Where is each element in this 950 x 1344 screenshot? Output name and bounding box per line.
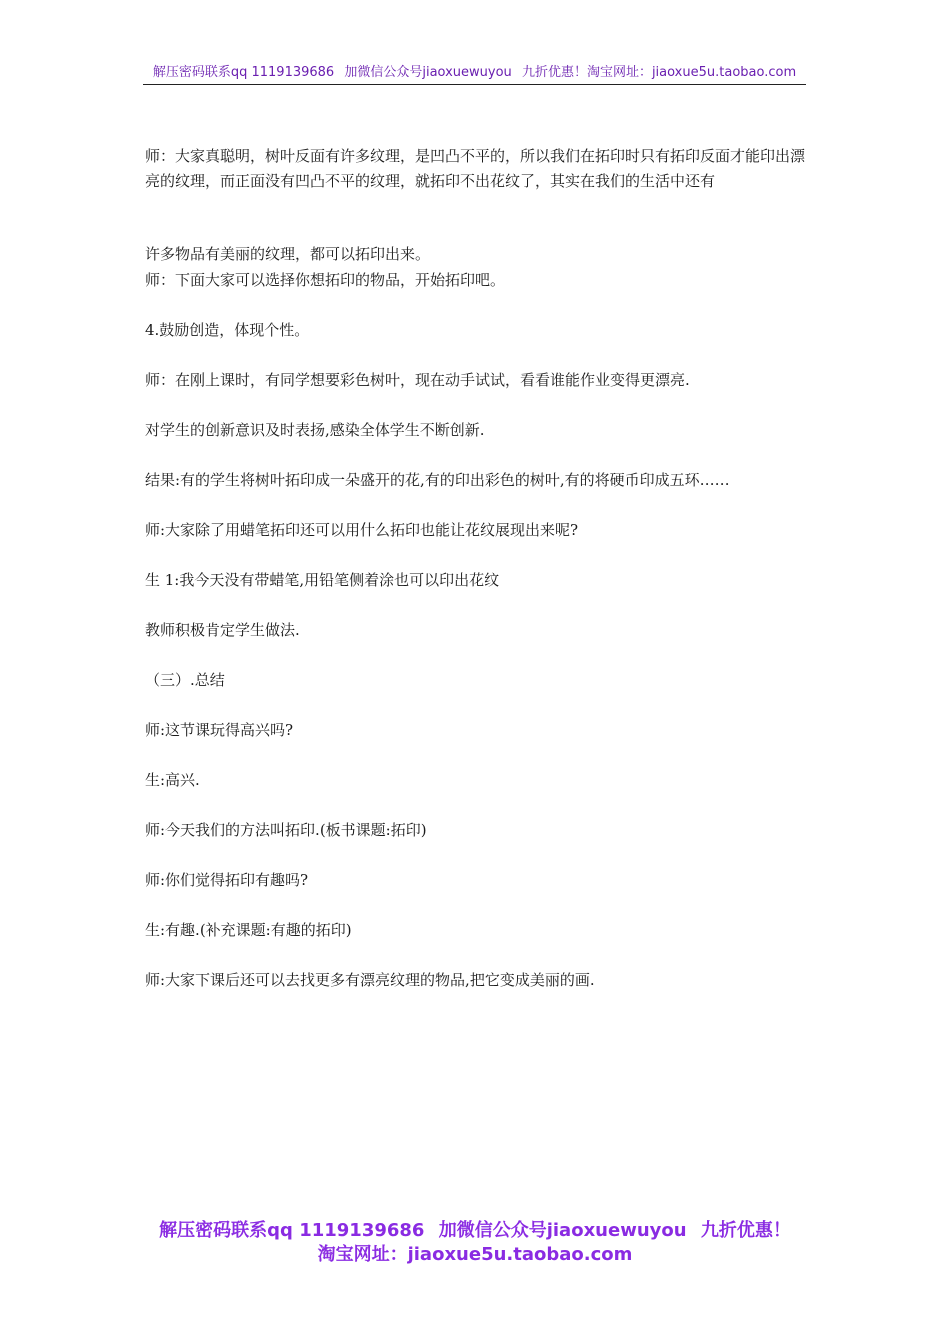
paragraph-7: 结果:有的学生将树叶拓印成一朵盛开的花,有的印出彩色的树叶,有的将硬币印成五环……	[145, 471, 730, 489]
footer-contact: 解压密码联系qq 1119139686	[159, 1220, 425, 1241]
paragraph-1: 师：大家真聪明，树叶反面有许多纹理，是凹凸不平的，所以我们在拓印时只有拓印反面才能印出漂亮的纹理，而正面没有凹凸不平的纹理，就拓印不出花纹了，其实在我们的生活中还有	[145, 147, 806, 190]
paragraph-4: 4.鼓励创造，体现个性。	[145, 321, 310, 339]
footer-wechat: 加微信公众号jiaoxuewuyou	[438, 1220, 687, 1241]
paragraph-13: 生:高兴.	[145, 771, 200, 789]
section-heading-summary: （三）.总结	[145, 671, 225, 689]
footer-line-1	[0, 1219, 950, 1243]
paragraph-6: 对学生的创新意识及时表扬,感染全体学生不断创新.	[145, 421, 485, 439]
paragraph-15: 师:你们觉得拓印有趣吗?	[145, 871, 309, 889]
paragraph-17: 师:大家下课后还可以去找更多有漂亮纹理的物品,把它变成美丽的画.	[145, 971, 595, 989]
page-header	[143, 64, 806, 85]
page-footer	[0, 1219, 950, 1267]
footer-line-2	[0, 1243, 950, 1267]
footer-shop: 淘宝网址：jiaoxue5u.taobao.com	[317, 1244, 633, 1265]
paragraph-9: 生 1:我今天没有带蜡笔,用铅笔侧着涂也可以印出花纹	[145, 571, 500, 589]
paragraph-16: 生:有趣.(补充课题:有趣的拓印)	[145, 921, 352, 939]
paragraph-5: 师：在刚上课时，有同学想要彩色树叶，现在动手试试，看看谁能作业变得更漂亮.	[145, 371, 690, 389]
header-discount: 九折优惠！淘宝网址：jiaoxue5u.taobao.com	[521, 65, 797, 80]
paragraph-10: 教师积极肯定学生做法.	[145, 621, 300, 639]
paragraph-2: 许多物品有美丽的纹理，都可以拓印出来。	[145, 245, 431, 263]
footer-discount: 九折优惠！	[700, 1220, 791, 1241]
header-contact: 解压密码联系qq 1119139686	[152, 65, 335, 80]
paragraph-14: 师:今天我们的方法叫拓印.(板书课题:拓印)	[145, 821, 427, 839]
paragraph-3: 师：下面大家可以选择你想拓印的物品，开始拓印吧。	[145, 271, 506, 289]
paragraph-12: 师:这节课玩得高兴吗?	[145, 721, 294, 739]
paragraph-8: 师:大家除了用蜡笔拓印还可以用什么拓印也能让花纹展现出来呢?	[145, 521, 579, 539]
header-wechat: 加微信公众号jiaoxuewuyou	[344, 65, 512, 80]
